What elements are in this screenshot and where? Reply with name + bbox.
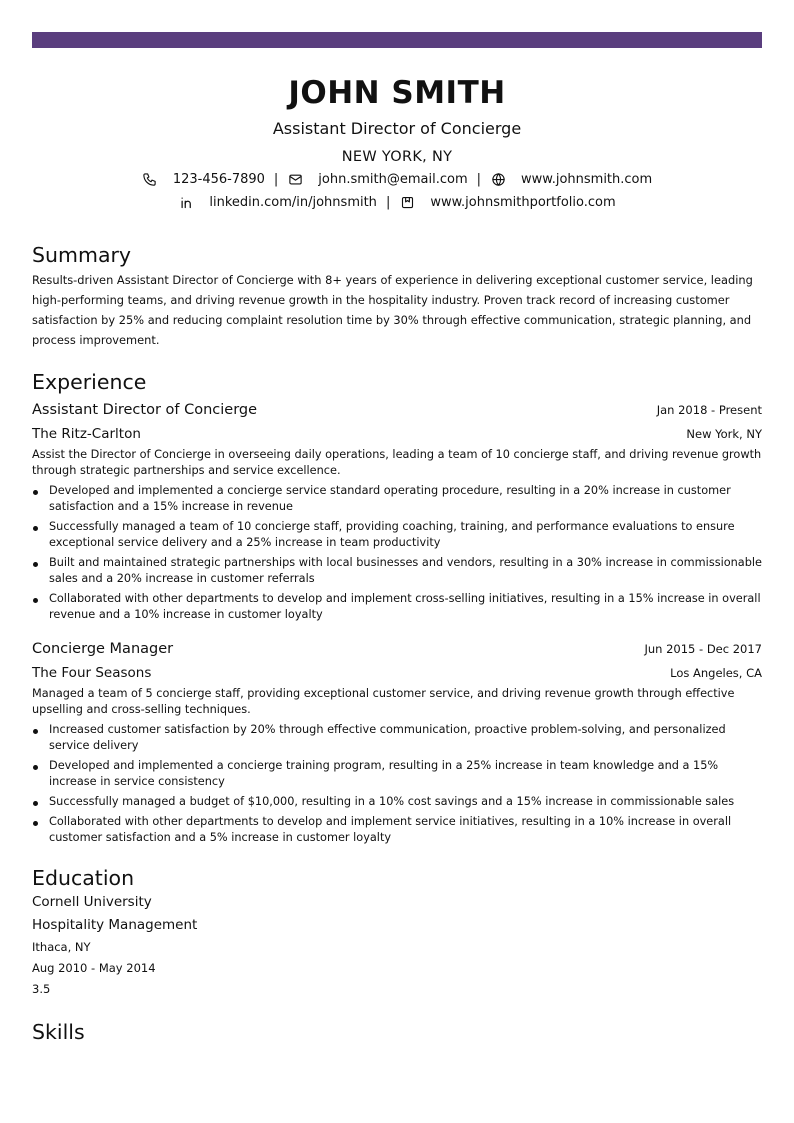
website-link[interactable]: www.johnsmith.com	[521, 172, 653, 187]
bullet-text: Collaborated with other departments to develop and implement cross-selling initiatives, resulting in a 15% increase in overall revenue and a 10% increase in customer loyalty	[49, 592, 761, 621]
job-dates: Jan 2018 - Present	[656, 403, 762, 417]
bullet-item	[32, 722, 762, 754]
bullet-dot	[33, 490, 38, 495]
bullet-dot	[33, 562, 38, 567]
job-company: The Ritz-Carlton	[32, 426, 141, 442]
bullet-text: Developed and implemented a concierge service standard operating procedure, resulting in a 20% increase in customer satisfaction and a 15% increase in revenue	[49, 484, 731, 513]
bullet-dot	[33, 765, 38, 770]
bullet-item	[32, 519, 762, 551]
portfolio-icon	[399, 195, 415, 211]
job-description: Managed a team of 5 concierge staff, providing exceptional customer service, and driving revenue growth through effective upselling and cross-selling techniques.	[32, 687, 735, 716]
bullet-item	[32, 483, 762, 515]
education-dates: Aug 2010 - May 2014	[32, 961, 156, 975]
bullet-text: Increased customer satisfaction by 20% through effective communication, proactive problem-solving, and personalized service delivery	[49, 723, 726, 752]
education-heading: Education	[32, 866, 135, 890]
bullet-dot	[33, 526, 38, 531]
job-location: New York, NY	[686, 427, 762, 441]
candidate-name: JOHN SMITH	[288, 75, 506, 111]
resume-header	[32, 75, 762, 212]
phone-number[interactable]: 123-456-7890	[172, 172, 265, 187]
job-bullets	[32, 483, 762, 623]
globe-icon	[490, 172, 506, 188]
bullet-item	[32, 814, 762, 846]
education-gpa: 3.5	[32, 982, 51, 996]
education-degree: Hospitality Management	[32, 917, 198, 933]
contact-separator: |	[385, 195, 391, 210]
job-dates: Jun 2015 - Dec 2017	[644, 642, 762, 656]
education-location: Ithaca, NY	[32, 940, 91, 954]
candidate-title: Assistant Director of Concierge	[272, 119, 522, 138]
linkedin-icon	[178, 195, 194, 211]
experience-heading: Experience	[32, 370, 147, 394]
bullet-dot	[33, 729, 38, 734]
contact-row-primary	[32, 170, 762, 189]
bullet-dot	[33, 598, 38, 603]
bullet-item	[32, 591, 762, 623]
summary-heading: Summary	[32, 243, 132, 267]
job-description: Assist the Director of Concierge in overseeing daily operations, leading a team of 10 concierge staff, and driving revenue growth through strategic partnerships and service excellence.	[32, 448, 762, 477]
portfolio-link[interactable]: www.johnsmithportfolio.com	[430, 195, 616, 210]
summary-text: Results-driven Assistant Director of Concierge with 8+ years of experience in delivering exceptional customer service, leading high-performing teams, and driving revenue growth in the hospitality industry. Proven track record of increasing customer satisfaction by 25% and reducing complaint resolution time by 30% through effective communication, strategic planning, and process improvement.	[32, 273, 753, 347]
bullet-text: Developed and implemented a concierge training program, resulting in a 25% increase in team knowledge and a 15% increase in service consistency	[49, 759, 719, 788]
skills-heading: Skills	[32, 1020, 85, 1044]
bullet-item	[32, 758, 762, 790]
job-company: The Four Seasons	[32, 665, 152, 681]
job-title: Assistant Director of Concierge	[32, 402, 258, 418]
experience-item	[32, 640, 762, 846]
accent-bar	[32, 32, 762, 48]
bullet-item	[32, 555, 762, 587]
bullet-text: Collaborated with other departments to develop and implement service initiatives, resulting in a 10% increase in overall customer satisfaction and a 5% increase in customer loyalty	[49, 815, 732, 844]
phone-icon	[142, 172, 158, 188]
bullet-text: Successfully managed a budget of $10,000, resulting in a 10% cost savings and a 15% increase in commissionable sales	[49, 795, 735, 808]
linkedin-link[interactable]: linkedin.com/in/johnsmith	[209, 195, 377, 210]
education-school: Cornell University	[32, 894, 152, 910]
job-bullets	[32, 722, 762, 846]
bullet-text: Successfully managed a team of 10 concierge staff, providing coaching, training, and performance evaluations to ensure exceptional service delivery and a 25% increase in team productivity	[49, 520, 735, 549]
contact-separator: |	[273, 172, 279, 187]
email-icon	[287, 172, 303, 188]
candidate-location: NEW YORK, NY	[341, 149, 453, 165]
experience-item	[32, 401, 762, 623]
email-link[interactable]: john.smith@email.com	[318, 172, 468, 187]
job-title: Concierge Manager	[32, 641, 174, 657]
contact-separator: |	[476, 172, 481, 187]
bullet-dot	[33, 801, 38, 806]
bullet-text: Built and maintained strategic partnerships with local businesses and vendors, resulting in a 30% increase in commissionable sales and a 20% increase in customer referrals	[49, 556, 762, 585]
resume-page	[32, 32, 762, 1045]
job-location: Los Angeles, CA	[670, 666, 762, 680]
bullet-item	[32, 794, 762, 810]
contact-row-secondary	[32, 193, 762, 212]
bullet-dot	[33, 821, 38, 826]
